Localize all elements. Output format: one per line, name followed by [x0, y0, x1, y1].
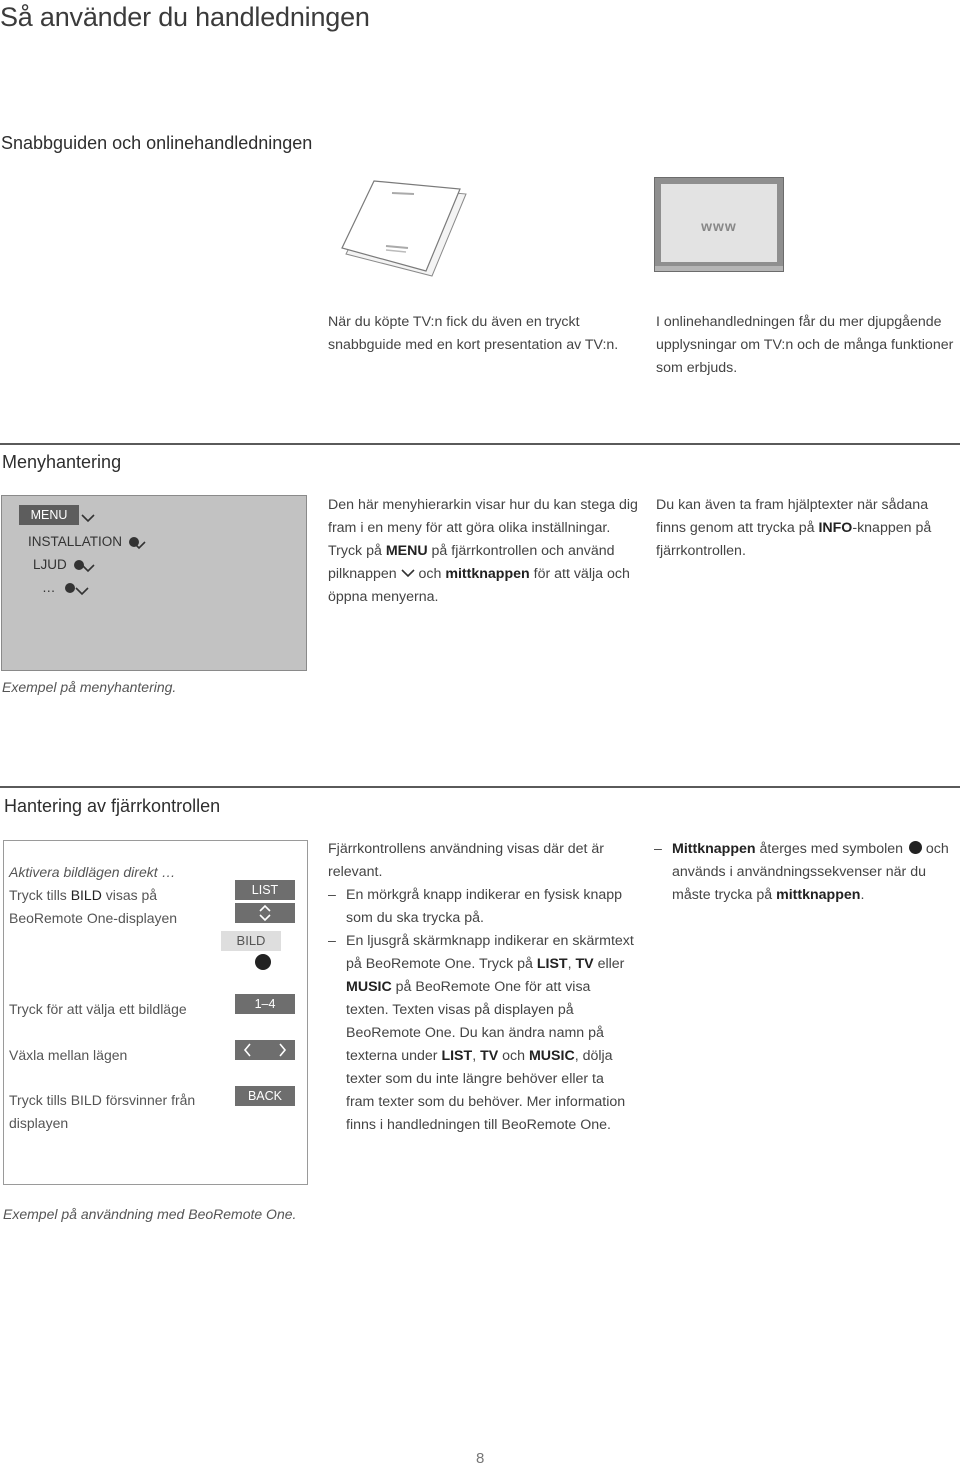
section-divider [0, 443, 960, 445]
tv-www-illustration [654, 177, 784, 272]
remote-example-panel: Aktivera bildlägen direkt … Tryck tills BILD visas på BeoRemote One-displayen Tryck för att välja ett bildläge Växla mellan lägen Tryck tills BILD försvinner från displayen LIST BILD 1–4 BACK [3, 840, 308, 1185]
center-button-icon [255, 954, 271, 970]
chevron-down-icon [401, 568, 415, 578]
step-toggle-modes: Växla mellan lägen [9, 1047, 128, 1063]
tv-screen [661, 184, 777, 262]
center-button-icon [65, 583, 75, 593]
section-heading-quickguide: Snabbguiden och onlinehandledningen [1, 133, 313, 153]
www-label: www [701, 218, 737, 234]
menu-example-panel [1, 495, 307, 671]
left-right-arrows-icon [235, 1040, 295, 1060]
help-text: Du kan även ta fram hjälptexter när sådana finns genom att trycka på INFO-knappen på fjärrkontrollen. [656, 497, 932, 559]
number-keys: 1–4 [235, 994, 295, 1014]
quickguide-text: När du köpte TV:n fick du även en tryckt snabbguide med en kort presentation av TV:n. [328, 314, 619, 353]
chevron-down-icon [81, 563, 95, 573]
arrow-left-right-key [235, 1040, 295, 1060]
menu-ellipsis: … [42, 580, 56, 595]
menu-caption: Exempel på menyhantering. [2, 679, 177, 695]
chevron-down-icon [81, 513, 95, 523]
step-select-picture-mode: Tryck för att välja ett bildläge [9, 1001, 187, 1017]
section-heading-remote: Hantering av fjärrkontrollen [4, 796, 221, 816]
center-button-note: – Mittknappen återges med symbolen och används i användningssekvenser när du måste trycka på mittknappen. [654, 838, 950, 907]
panel-italic-label: Aktivera bildlägen direkt … [9, 864, 176, 880]
remote-caption: Exempel på användning med BeoRemote One. [3, 1206, 297, 1222]
quickguide-booklet-illustration [340, 180, 470, 280]
remote-usage-text: Fjärrkontrollens användning visas där det är relevant. – En mörkgrå knapp indikerar en fysisk knapp som du ska trycka på. – En ljusgrå skärmknapp indikerar en skärmtext på BeoRemote One. Tryck på LIST, TV eller MUSIC på BeoRemote One för att visa texten. Texten visas på displayen på BeoRemote One. Du kan ändra namn på texterna under LIST, TV och MUSIC, dölja texter som du inte längre behöver eller ta fram texter som du behöver. Mer information finns i handledningen till BeoRemote One. [328, 838, 634, 1137]
list-item: – En ljusgrå skärmknapp indikerar en skärmtext på BeoRemote One. Tryck på LIST, TV eller MUSIC på BeoRemote One för att visa texten. Texten visas på displayen på BeoRemote One. Du kan ändra namn på texterna under LIST, TV och MUSIC, dölja texter som du inte längre behöver eller ta fram texter som du behöver. Mer information finns i handledningen till BeoRemote One. [328, 930, 634, 1137]
menu-installation-label: INSTALLATION [28, 534, 123, 549]
up-down-arrows-icon [257, 904, 273, 922]
online-guide-text: I onlinehandledningen får du mer djupgående upplysningar om TV:n och de många funktioner som erbjuds. [656, 314, 954, 376]
tv-stand [655, 266, 783, 271]
back-key: BACK [235, 1086, 295, 1106]
chevron-down-icon [75, 586, 89, 596]
section-heading-menu: Menyhantering [2, 452, 122, 472]
menu-ljud-label: LJUD [33, 557, 67, 572]
arrow-up-down-key [235, 903, 295, 923]
menu-key: MENU [19, 505, 79, 525]
page-number: 8 [476, 1450, 485, 1467]
list-key: LIST [235, 880, 295, 900]
section-divider [0, 786, 960, 788]
center-button-icon [909, 841, 922, 854]
bild-screen-key: BILD [221, 931, 281, 951]
page-title: Så använder du handledningen [0, 2, 370, 32]
list-item: – En mörkgrå knapp indikerar en fysisk knapp som du ska trycka på. [328, 884, 634, 930]
menu-navigation-text: Den här menyhierarkin visar hur du kan stega dig fram i en meny för att göra olika inställningar. Tryck på MENU på fjärrkontrollen och använd pilknappen och mittknappen för att välja och öppna menyerna. [328, 497, 638, 605]
chevron-down-icon [132, 540, 146, 550]
